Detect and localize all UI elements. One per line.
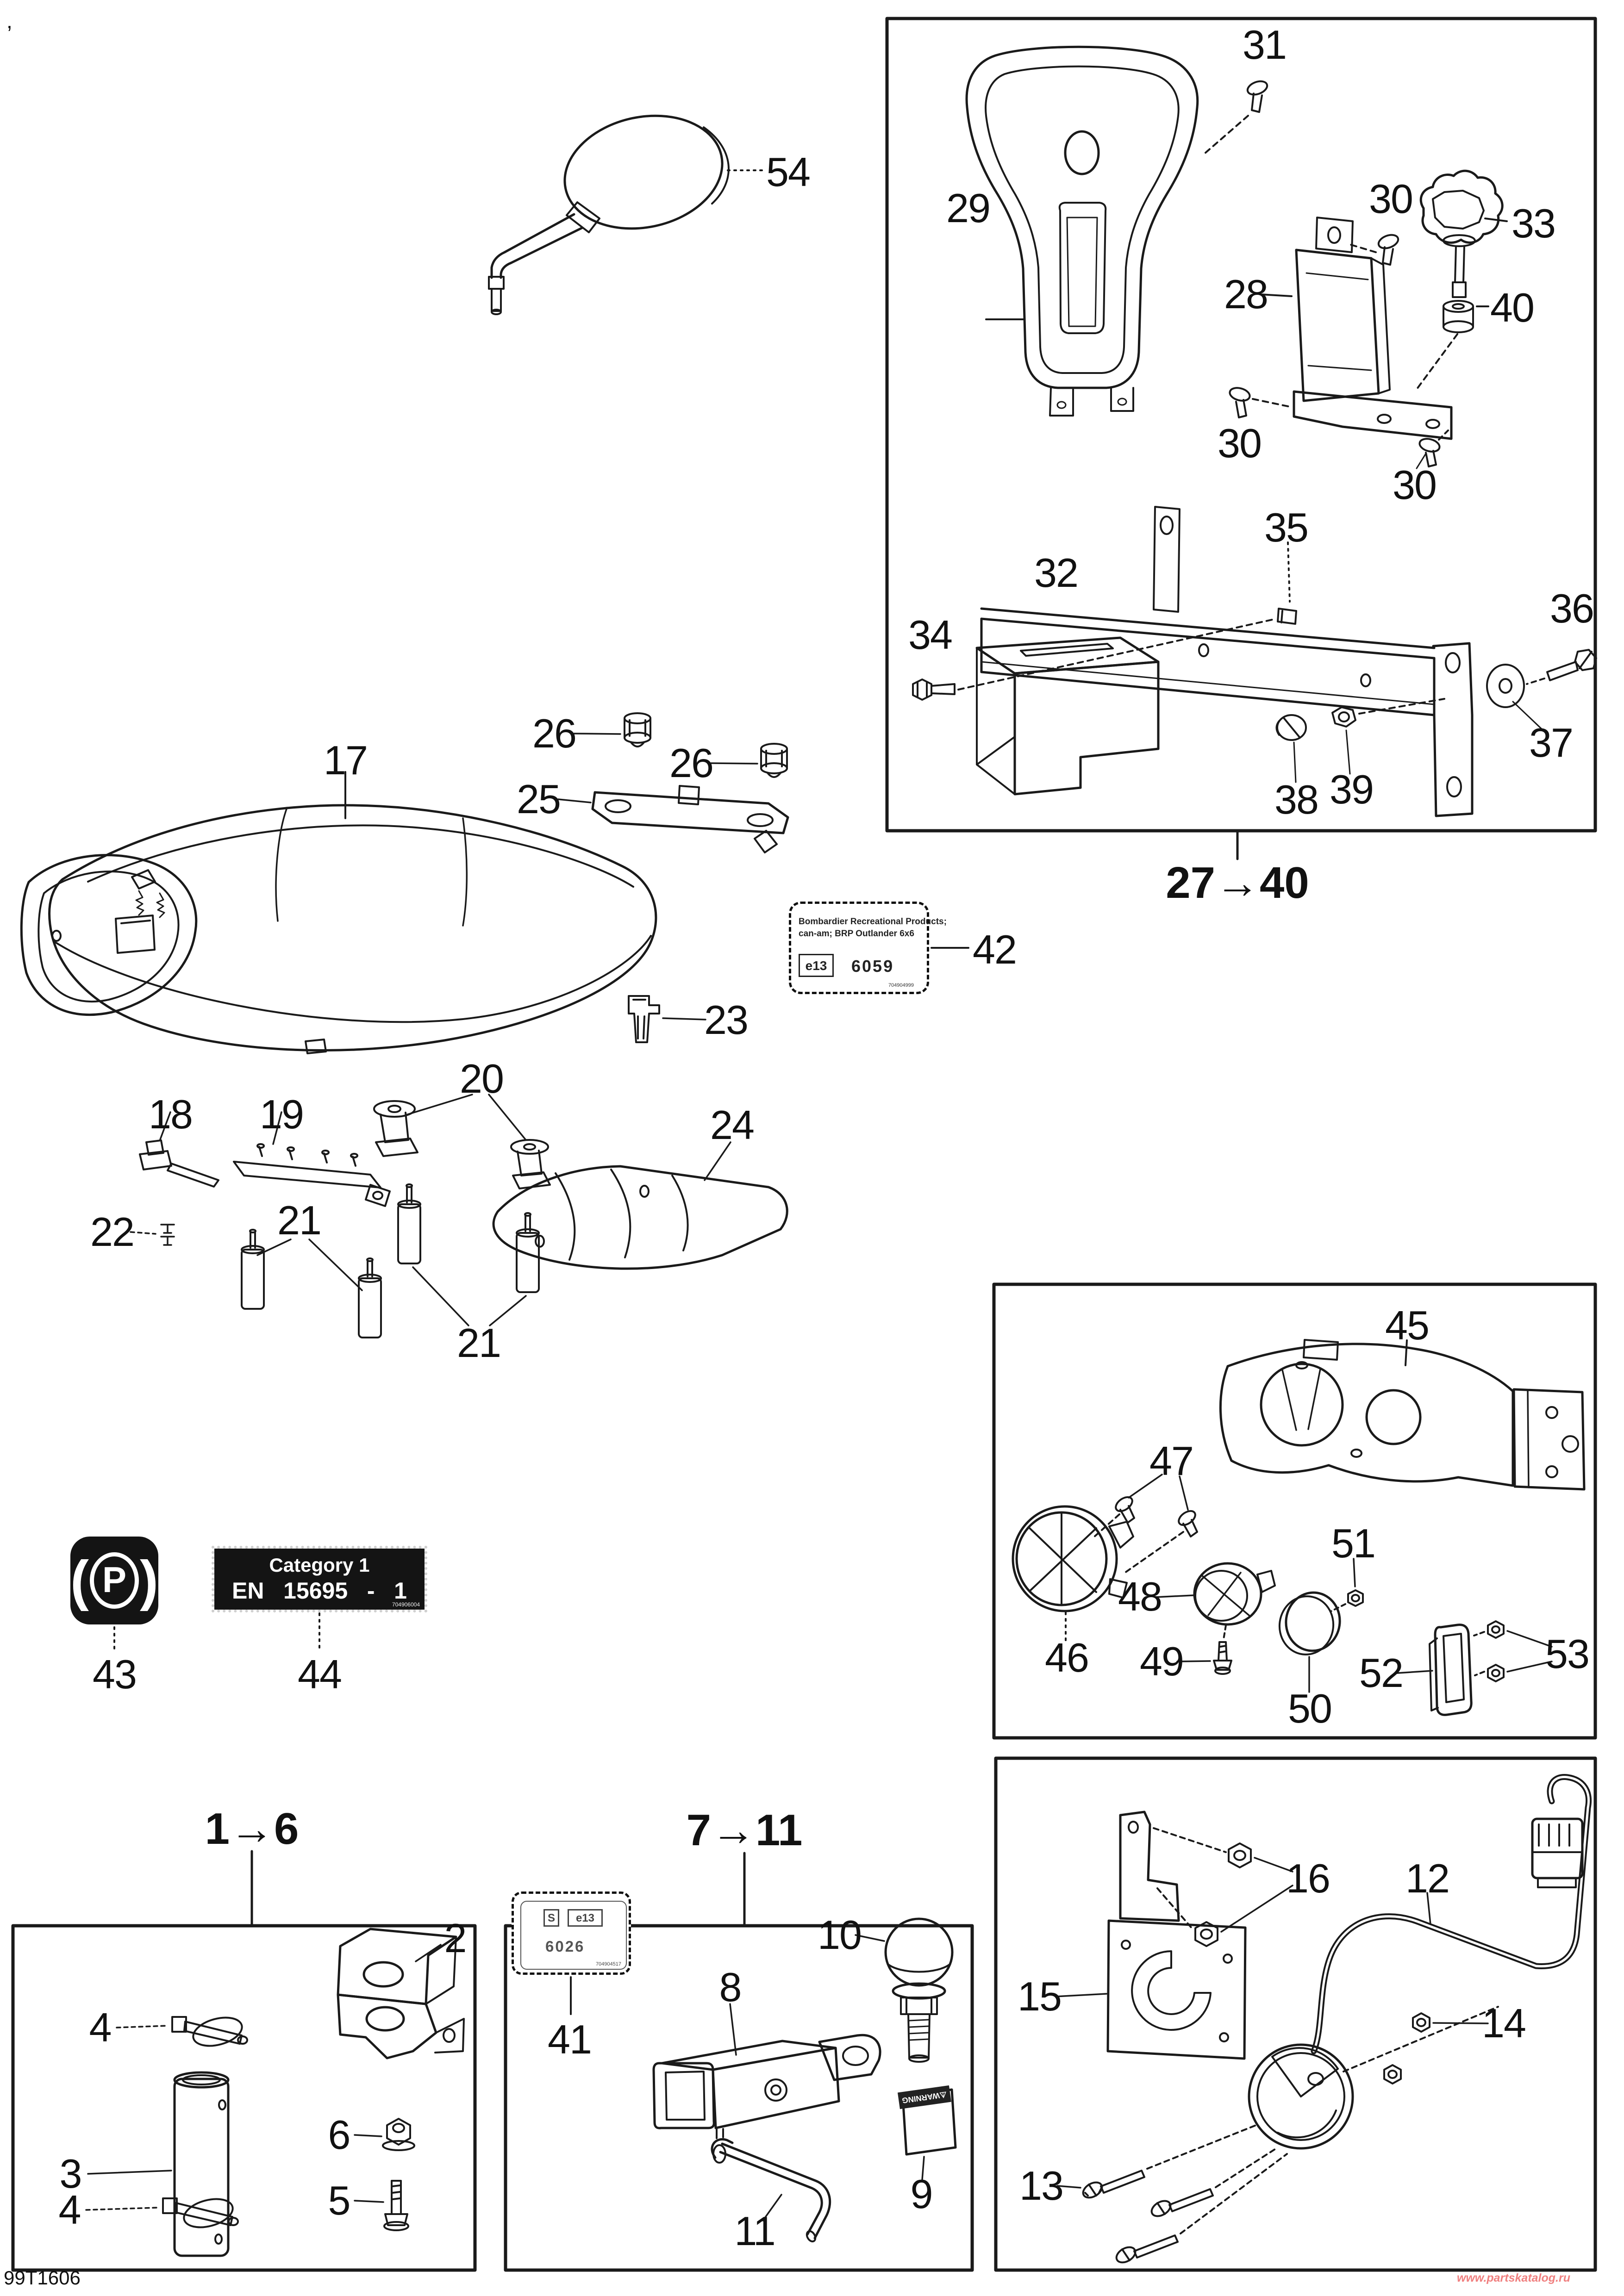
- part-callout-14-43: 14: [1482, 2000, 1525, 2046]
- watermark-url: www.partskatalog.ru: [1457, 2271, 1570, 2284]
- part-callout-9-54: 9: [910, 2171, 932, 2217]
- part-callout-54-0: 54: [766, 149, 810, 195]
- decal-41-s-mark: S: [543, 1909, 559, 1927]
- part-callout-44-30: 44: [298, 1651, 341, 1697]
- part-callout-43-29: 43: [93, 1651, 136, 1697]
- part-callout-30-3: 30: [1369, 176, 1412, 222]
- decal-43-close-paren: ): [140, 1549, 158, 1612]
- part-callout-50-37: 50: [1288, 1686, 1331, 1731]
- part-callout-17-16: 17: [324, 737, 367, 783]
- part-callout-39-15: 39: [1330, 766, 1373, 812]
- decal-43-parking-brake-badge: [70, 1537, 158, 1624]
- part-callout-32-10: 32: [1034, 550, 1078, 596]
- corner-mark: ,: [6, 9, 12, 33]
- decal-41-approval-code: e13: [568, 1909, 603, 1927]
- part-callout-36-12: 36: [1550, 585, 1593, 631]
- part-callout-37-13: 37: [1529, 720, 1573, 765]
- decal-41-homologation-label: [512, 1892, 631, 1975]
- part-callout-53-39: 53: [1545, 1631, 1589, 1677]
- part-callout-28-5: 28: [1224, 271, 1268, 317]
- part-callout-19-24: 19: [260, 1091, 303, 1137]
- part-callout-3-47: 3: [59, 2151, 81, 2196]
- part-callout-8-53: 8: [719, 1964, 741, 2010]
- part-callout-4-46: 4: [89, 2004, 111, 2050]
- part-callout-26-18: 26: [669, 740, 713, 786]
- parking-brake-icon: P: [90, 1552, 139, 1609]
- part-callout-11-55: 11: [734, 2208, 775, 2254]
- warning-icon-text: ⚠WARNING: [901, 2090, 948, 2105]
- part-callout-46-33: 46: [1045, 1635, 1088, 1680]
- part-callout-6-49: 6: [328, 2112, 350, 2158]
- part-callout-10-52: 10: [818, 1912, 861, 1958]
- part-callout-26-17: 26: [532, 710, 576, 756]
- drawing-number: 99T1606: [4, 2267, 81, 2289]
- part-callout-48-34: 48: [1118, 1574, 1162, 1619]
- decal-43-open-paren: (: [70, 1549, 89, 1612]
- group-range-label-1→6: 1→6: [205, 1804, 299, 1854]
- part-callout-23-21: 23: [704, 997, 748, 1043]
- part-callout-33-4: 33: [1512, 200, 1555, 246]
- part-callout-18-23: 18: [149, 1091, 192, 1137]
- part-callout-25-19: 25: [517, 776, 560, 822]
- part-callout-51-36: 51: [1331, 1520, 1375, 1566]
- part-callout-49-35: 49: [1140, 1638, 1183, 1684]
- part-callout-22-26: 22: [90, 1209, 134, 1255]
- part-callout-42-20: 42: [973, 927, 1016, 972]
- decal-44-micro-code: 704906004: [392, 1601, 420, 1608]
- part-callout-34-11: 34: [908, 612, 952, 658]
- part-callout-24-25: 24: [710, 1102, 754, 1148]
- part-callout-52-38: 52: [1359, 1650, 1403, 1696]
- part-callout-5-50: 5: [328, 2178, 350, 2223]
- part-callout-45-31: 45: [1385, 1302, 1429, 1348]
- part-callout-47-32: 47: [1149, 1438, 1193, 1484]
- part-callout-20-22: 20: [460, 1056, 503, 1101]
- part-callout-35-9: 35: [1264, 504, 1308, 550]
- decal-42-line1: Bombardier Recreational Products;: [799, 917, 947, 927]
- part-callout-4-48: 4: [58, 2187, 81, 2233]
- part-callout-12-42: 12: [1405, 1855, 1449, 1901]
- decal-41-approval-number: 6026: [545, 1938, 585, 1955]
- part-callout-38-14: 38: [1274, 777, 1318, 822]
- part-callout-40-6: 40: [1490, 285, 1534, 330]
- part-callout-30-8: 30: [1393, 462, 1436, 508]
- decal-9-warning-card: [898, 2085, 958, 2156]
- part-callout-21-28: 21: [457, 1320, 500, 1366]
- decal-42-homologation-label: [789, 902, 947, 994]
- part-callout-41-51: 41: [548, 2016, 591, 2062]
- decal-44-category-label: [214, 1549, 425, 1610]
- decal-44-line2: EN 15695 - 1: [232, 1578, 407, 1604]
- part-callout-13-44: 13: [1019, 2163, 1063, 2209]
- part-callout-29-1: 29: [946, 185, 990, 231]
- part-callout-15-40: 15: [1018, 1973, 1061, 2019]
- decal-41-inner-label: [520, 1901, 627, 1970]
- decal-42-micro-code: 704904999: [888, 983, 914, 988]
- decal-42-line2: can-am; BRP Outlander 6x6: [799, 929, 914, 939]
- decal-44-line1: Category 1: [269, 1554, 370, 1576]
- part-callout-16-41: 16: [1286, 1855, 1330, 1901]
- decal-41-micro-code: 704904517: [595, 1961, 621, 1967]
- group-range-label-7→11: 7→11: [686, 1805, 803, 1855]
- decal-42-approval-number: 6059: [851, 957, 894, 976]
- decal-9-warning-band: [898, 2085, 951, 2109]
- decal-42-approval-code: e13: [799, 954, 834, 977]
- part-callout-30-7: 30: [1218, 420, 1261, 466]
- group-range-label-27→40: 27→40: [1166, 858, 1309, 908]
- part-callout-31-2: 31: [1243, 22, 1286, 68]
- part-callout-2-45: 2: [444, 1915, 466, 1961]
- part-callout-21-27: 21: [277, 1197, 321, 1243]
